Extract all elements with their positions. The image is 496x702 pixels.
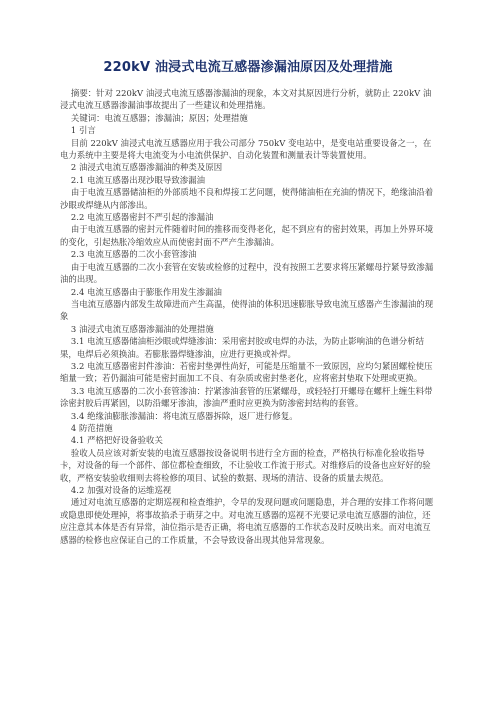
document-title: 220kV 油浸式电流互感器渗漏油原因及处理措施 bbox=[103, 60, 393, 75]
section-heading: 2.3 电流互感器的二次小套管渗油 bbox=[70, 249, 197, 260]
section-heading: 2.2 电流互感器密封不严引起的渗漏油 bbox=[70, 212, 214, 223]
section-heading: 2.4 电流互感器由于膨胀作用发生渗漏油 bbox=[70, 286, 222, 297]
paragraph: 通过对电流互感器的定期巡视和检查维护，令早的发现问题或问题隐患，并合理的安排工作将问题或隐患即使处理掉，将事故掐杀于萌芽之中。对电流互感器的巡视不光要记录电流互感器的油位，还应注意其本体是否有异常，油位指示是否正确，将电流互感器的工作状态及时反映出来。而对电流互感器的检修也应保证自己的工作质量，不会导致设备出现其他异常现象。 bbox=[60, 497, 434, 545]
section-heading: 4.1 严格把好设备验收关 bbox=[70, 435, 163, 446]
section-heading: 4.2 加强对设备的运维巡视 bbox=[70, 485, 172, 495]
document-body bbox=[60, 87, 436, 546]
paragraph: 由于电流互感器的二次小套管在安装或检修的过程中，没有按照工艺要求将压紧螺母拧紧导致渗漏油的出现。 bbox=[60, 261, 434, 285]
section-heading: 1 引言 bbox=[70, 125, 96, 136]
section-heading: 2.1 电流互感器出现沙眼导致渗漏油 bbox=[70, 174, 206, 185]
paragraph: 目前 220kV 油浸式电流互感器应用于我公司部分 750kV 变电站中，是变电站重要设备之一，在电力系统中主要是将大电流变为小电流供保护、自动化装置和测量表计等装置使用。 bbox=[60, 137, 432, 161]
paragraph: 3.4 绝缘油膨胀渗漏油：将电流互感器拆除，返厂进行修复。 bbox=[70, 410, 298, 421]
paragraph: 验收人员应该对新安装的电流互感器按设备说明书进行全方面的检查，严格执行标准化验收指导卡，对设备的每一个部件、部位都检查细致，不让验收工作流于形式。对维修后的设备也应好好的验收，严格安装验收细则去将检修的项目、试验的数据、现场的清洁、设备的质量去规范。 bbox=[60, 447, 431, 483]
paragraph: 当电流互感器内部发生故障进而产生高温，使得油的体积迅速膨胀导致电流互感器产生渗漏油的现象 bbox=[60, 298, 434, 322]
paragraph: 由于电流互感器储油柜的外部质地不良和焊接工艺问题，使得储油柜在充油的情况下，绝缘油沿着沙眼或焊缝从内部渗出。 bbox=[60, 187, 434, 210]
section-heading: 2 油浸式电流互感器渗漏油的种类及原因 bbox=[70, 162, 223, 173]
paragraph: 3.1 电流互感器储油柜沙眼或焊缝渗油：采用密封胶或电焊的办法，为防止影响油的色谱分析结果，电焊后必须换油。若膨胀器焊缝渗油，应进行更换或补焊。 bbox=[60, 336, 425, 359]
section-heading: 3 油浸式电流互感器渗漏油的处理措施 bbox=[70, 323, 214, 334]
paragraph: 由于电流互感器的密封元件随着时间的推移而变得老化，起不到应有的密封效果，再加上外界环境的变化，引起热胀冷缩效应从而使密封面不严产生渗漏油。 bbox=[60, 224, 434, 247]
section-heading: 4 防范措施 bbox=[70, 422, 113, 433]
paragraph: 3.2 电流互感器密封件渗油：若密封垫弹性尚好，可能是压缩量不一致原因，应均匀紧固螺栓使压缩量一致；若仍漏油可能是密封面加工不良、有杂质或密封垫老化，应将密封垫取下处理或更换。 bbox=[60, 360, 433, 384]
paragraph: 摘要：针对 220kV 油浸式电流互感器渗漏油的现象，本文对其原因进行分析，就防止 220kV 油浸式电流互感器渗漏油事故提出了一些建议和处理措施。 bbox=[60, 88, 432, 111]
paragraph: 3.3 电流互感器的二次小套管渗油：拧紧渗油套管的压紧螺母，或轻轻打开螺母在螺杆上缠生料带涂密封胶后再紧固，以防沿螺牙渗油，渗油严重时应更换为防渗密封结构的套管。 bbox=[60, 385, 433, 409]
paragraph: 关键词：电流互感器；渗漏油；原因；处理措施 bbox=[70, 112, 248, 123]
